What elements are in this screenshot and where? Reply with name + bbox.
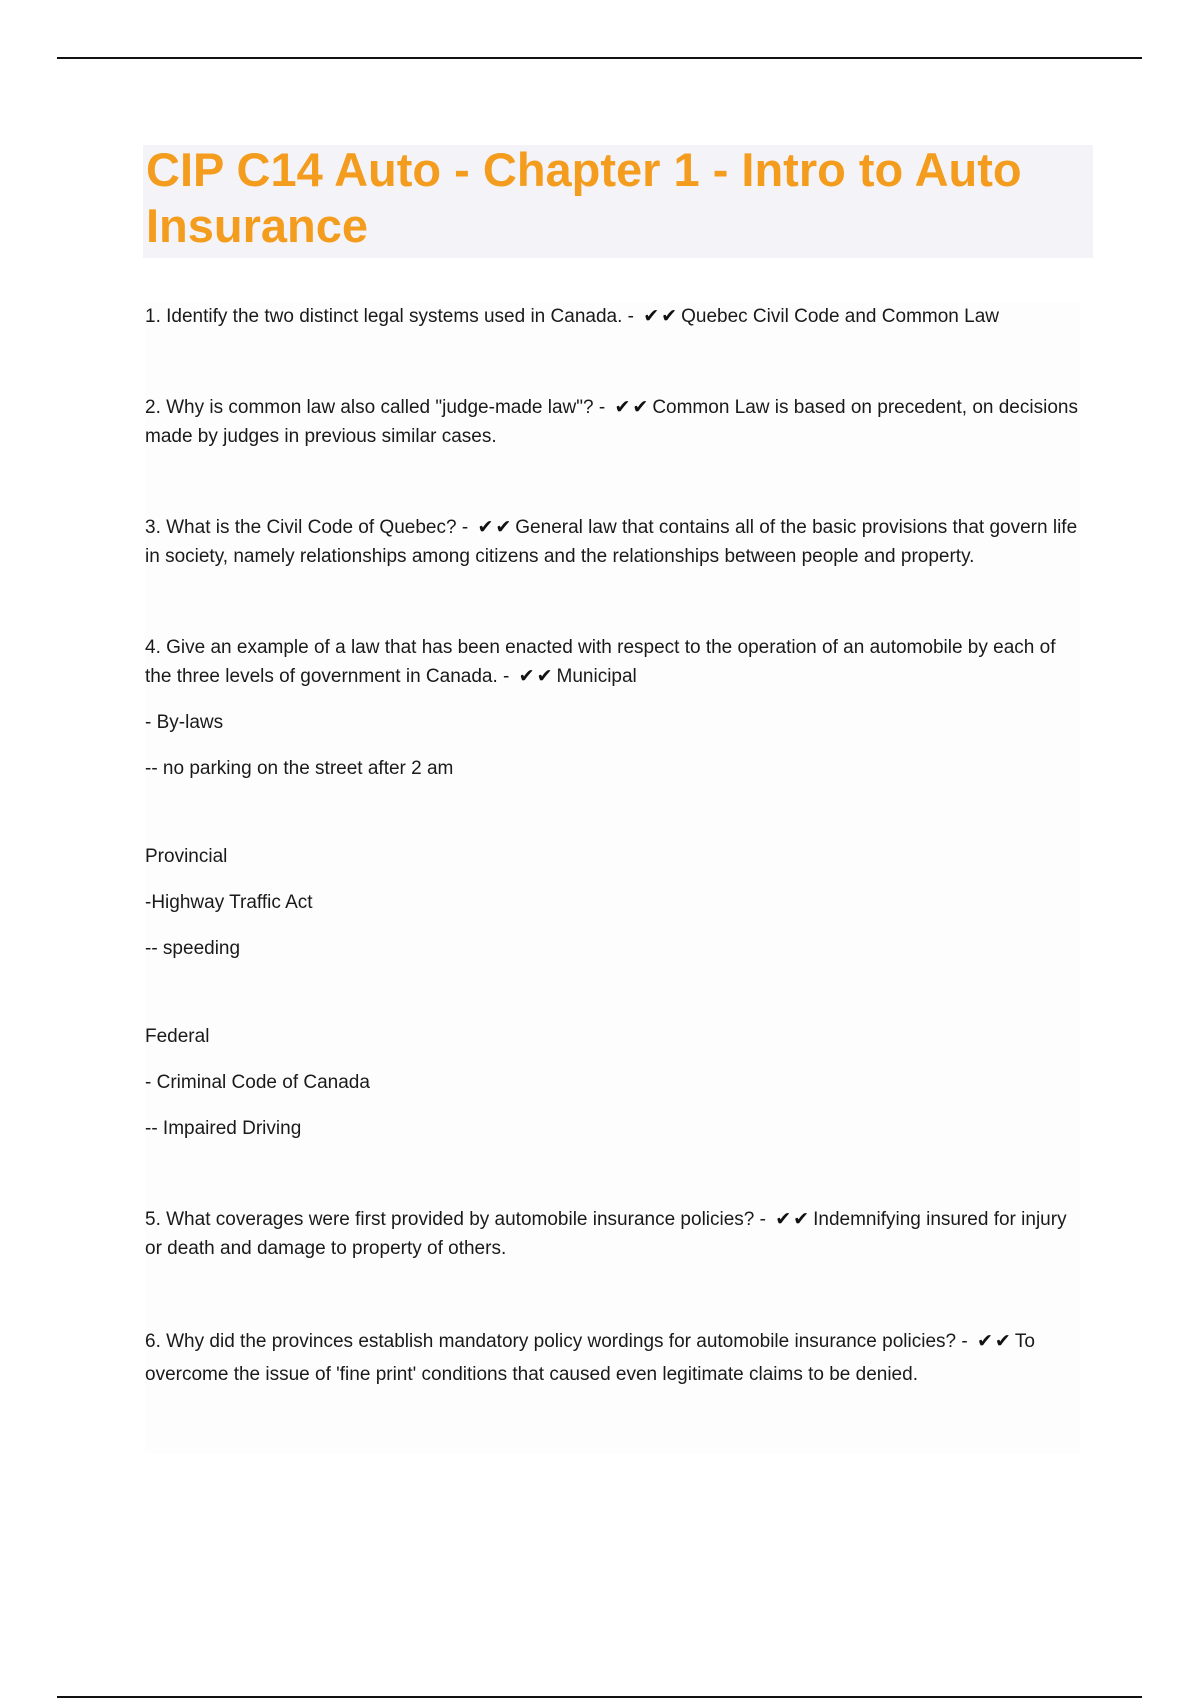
document-body xyxy=(145,302,1080,1453)
answer-text: To overcome the issue of 'fine print' conditions that caused even legitimate claims to be denied. xyxy=(145,1331,1035,1385)
qa-item-4 xyxy=(145,633,1080,1143)
double-check-icon: ✔✔ xyxy=(518,665,555,687)
double-check-icon: ✔✔ xyxy=(477,516,514,538)
question-text: 1. Identify the two distinct legal systems used in Canada. - xyxy=(145,306,634,327)
answer-text: Common Law is based on precedent, on decisions made by judges in previous similar cases. xyxy=(145,397,1078,447)
answer-text: Quebec Civil Code and Common Law xyxy=(681,306,999,327)
answer-line: -- Impaired Driving xyxy=(145,1118,302,1139)
document-title: CIP C14 Auto - Chapter 1 - Intro to Auto Insurance xyxy=(146,143,1022,252)
qa-item-5 xyxy=(145,1205,1080,1263)
answer-text: Indemnifying insured for injury or death and damage to property of others. xyxy=(145,1209,1067,1259)
question-text: 4. Give an example of a law that has been enacted with respect to the operation of an automobile by each of the three levels of government in Canada. - xyxy=(145,637,1056,687)
question-text: 2. Why is common law also called "judge-made law"? - xyxy=(145,397,606,418)
double-check-icon: ✔✔ xyxy=(643,305,680,327)
answer-line: Federal xyxy=(145,1026,210,1047)
answer-line: -- no parking on the street after 2 am xyxy=(145,758,454,779)
answer-line: -- speeding xyxy=(145,938,241,959)
qa-item-6 xyxy=(145,1325,1080,1391)
top-rule xyxy=(57,57,1142,59)
answer-text: General law that contains all of the basic provisions that govern life in society, namely relationships among citizens and the relationships between people and property. xyxy=(145,517,1078,567)
answer-text: Municipal xyxy=(556,666,637,687)
question-text: 5. What coverages were first provided by automobile insurance policies? - xyxy=(145,1209,766,1230)
answer-line: Provincial xyxy=(145,846,228,867)
answer-line: - By-laws xyxy=(145,712,224,733)
question-text: 6. Why did the provinces establish mandatory policy wordings for automobile insurance policies? - xyxy=(145,1331,968,1352)
double-check-icon: ✔✔ xyxy=(614,396,651,418)
qa-item-1 xyxy=(145,302,1080,331)
answer-line: -Highway Traffic Act xyxy=(145,892,313,913)
bottom-rule xyxy=(57,1696,1142,1698)
question-text: 3. What is the Civil Code of Quebec? - xyxy=(145,517,469,538)
qa-item-3 xyxy=(145,513,1080,571)
qa-item-2 xyxy=(145,393,1080,451)
double-check-icon: ✔✔ xyxy=(976,1330,1013,1352)
answer-line: - Criminal Code of Canada xyxy=(145,1072,370,1093)
double-check-icon: ✔✔ xyxy=(775,1208,812,1230)
